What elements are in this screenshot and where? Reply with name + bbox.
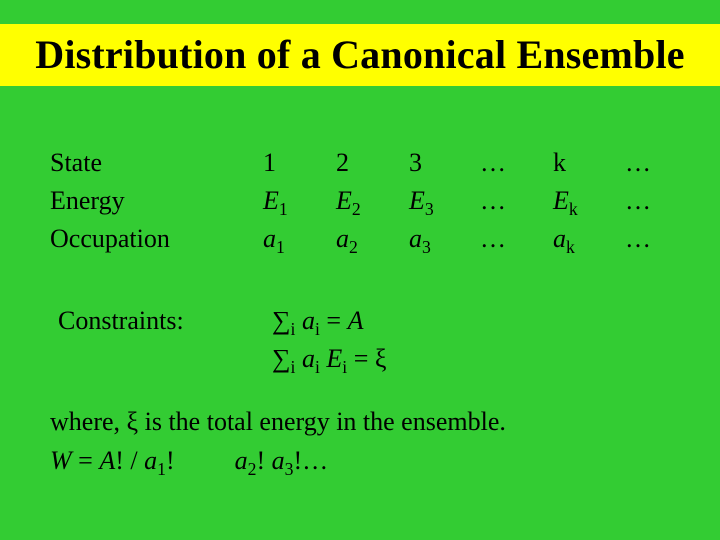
- row-label-state: State: [50, 148, 102, 177]
- state-k: k: [553, 148, 566, 177]
- state-3: 3: [409, 148, 422, 177]
- energy-ellipsis-2: …: [625, 186, 651, 215]
- weight-formula: W = A! / $a_1$! $a_2$! $a_3!\dots$: [50, 446, 329, 480]
- energy-note: where, ξ is the total energy in the ensemble.: [50, 407, 506, 436]
- energy-ellipsis-1: …: [480, 186, 506, 215]
- state-1: 1: [263, 148, 276, 177]
- state-2: 2: [336, 148, 349, 177]
- constraint-particle-count: $\sum_i$ $a_i = A$: [272, 306, 364, 340]
- energy-2: $E_2$: [336, 186, 361, 220]
- state-ellipsis-2: …: [625, 148, 651, 177]
- constraints-label: Constraints:: [58, 306, 184, 335]
- occupation-3: $a_3$: [409, 224, 431, 258]
- title-band: [0, 24, 720, 86]
- energy-1: $E_1$: [263, 186, 288, 220]
- constraint-total-energy: $\sum_i$ $a_i$ $E_i = \xi$: [272, 344, 387, 378]
- energy-k: $E_k$: [553, 186, 578, 220]
- occupation-k: $a_k$: [553, 224, 575, 258]
- state-ellipsis-1: …: [480, 148, 506, 177]
- occupation-ellipsis-2: …: [625, 224, 651, 253]
- occupation-2: $a_2$: [336, 224, 358, 258]
- occupation-1: $a_1$: [263, 224, 285, 258]
- row-label-energy: Energy: [50, 186, 125, 215]
- energy-3: $E_3$: [409, 186, 434, 220]
- row-label-occupation: Occupation: [50, 224, 170, 253]
- slide-title: Distribution of a Canonical Ensemble: [35, 32, 685, 77]
- occupation-ellipsis-1: …: [480, 224, 506, 253]
